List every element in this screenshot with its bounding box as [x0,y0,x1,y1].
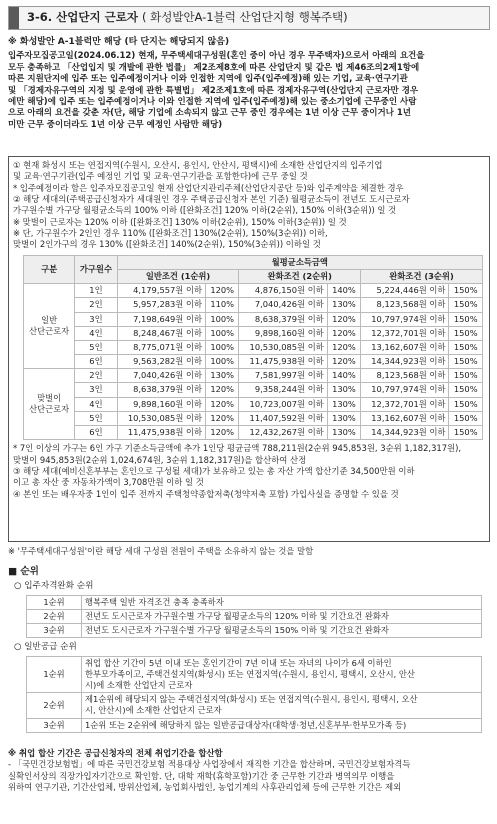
bottom-notes [8,748,490,793]
percent-cell: 150% [449,298,483,312]
intro-paragraph [8,51,490,131]
header-col2: 완화조건 (2순위) [239,269,361,283]
percent-cell: 100% [206,340,239,354]
percent-cell: 130% [327,397,360,411]
income-row [24,411,483,425]
members-cell: 1인 [75,284,117,298]
rank-label: 2순위 [27,693,82,718]
income-row [24,284,483,298]
members-cell: 3인 [75,383,117,397]
header-col1: 일반조건 (1순위) [117,269,239,283]
amount-cell: 12,372,701원 이하 [361,397,449,411]
amount-cell: 7,198,649원 이하 [117,312,205,326]
rank-row [27,656,482,693]
bottom-line: 위하여 연구기관, 기간산업체, 방위산업체, 농업회사법인, 농업기계의 사후관리업체 등에 근무한 기간은 제외 [8,782,402,793]
req-line: * 입주예정이라 함은 입주자모집공고일 현재 산업단지관리주체(산업단지공단 등)와 입주계약을 체결한 경우 [13,182,404,193]
rank-row [27,623,482,637]
percent-cell: 130% [327,298,360,312]
amount-cell: 10,797,974원 이하 [361,383,449,397]
rank-label: 3순위 [27,623,82,637]
amount-cell: 9,898,160원 이하 [239,326,327,340]
header-members: 가구원수 [75,255,117,283]
income-table [23,255,483,440]
req-line: ※ 단, 가구원수가 2인인 경우 110% ([완화조건] 130%(2순위), 150%(3순위)) 이하, [13,228,328,239]
requirements-after [13,443,485,500]
percent-cell: 130% [327,383,360,397]
req-after-line: 맞벌이 945,853원(2순위 1,024,674원, 3순위 1,182,317원)을 합산하여 산정 [13,454,307,465]
percent-cell: 150% [449,397,483,411]
req-line: 가구원수별 가구당 월평균소득의 100% 이하 ([완화조건] 120% 이하(2순위), 150% 이하(3순위)) 일 것 [13,205,397,216]
general-rank-table [26,656,482,733]
rank-desc: 1순위 또는 2순위에 해당하지 않는 일반공급대상자(대학생·청년,신혼부부·한부모가족 등) [82,718,482,732]
percent-cell: 120% [206,397,239,411]
members-cell: 6인 [75,355,117,369]
rank-row [27,718,482,732]
percent-cell: 120% [327,312,360,326]
amount-cell: 5,224,446원 이하 [361,284,449,298]
amount-cell: 14,344,923원 이하 [361,426,449,440]
req-line: 맞벌이 2인가구의 경우 130% ([완화조건] 140%(2순위), 150%(3순위)) 이하일 것 [13,239,321,250]
rank-label: 1순위 [27,656,82,693]
bottom-line: 실확인서상의 직장가입자기간으로 확인함. 단, 대학 재학(휴학포함)기간 중 근무한 기간과 병역의무 이행을 [8,770,395,781]
rank-label: 2순위 [27,609,82,623]
amount-cell: 12,372,701원 이하 [361,326,449,340]
rank-label: 1순위 [27,595,82,609]
percent-cell: 150% [449,411,483,425]
amount-cell: 5,957,283원 이하 [117,298,205,312]
income-row [24,383,483,397]
bottom-line: - 「국민건강보험법」에 따른 국민건강보험 적용대상 사업장에서 재직한 기간을 합산하며, 국민건강보험자격득 [8,759,411,770]
percent-cell: 150% [449,312,483,326]
members-cell: 4인 [75,326,117,340]
intro-line: 모두 충족하고 「산업입지 및 개발에 관한 법률」 제2조제8호에 따른 산업단지 및 같은 법 제46조의2제1항에 [8,62,420,73]
amount-cell: 7,040,426원 이하 [239,298,327,312]
income-row [24,312,483,326]
amount-cell: 8,123,568원 이하 [361,369,449,383]
members-cell: 5인 [75,340,117,354]
req-line: ① 현재 화성시 또는 연접지역(수원시, 오산시, 용인시, 안산시, 평택시)에 소재한 산업단지의 입주기업 [13,160,383,170]
rank-desc: 행복주택 일반 자격조건 충족 충족하자 [82,595,482,609]
amount-cell: 13,162,607원 이하 [361,340,449,354]
percent-cell: 120% [327,326,360,340]
percent-cell: 120% [327,355,360,369]
requirements-box [8,156,490,542]
amount-cell: 8,638,379원 이하 [239,312,327,326]
percent-cell: 150% [449,326,483,340]
amount-cell: 10,530,085원 이하 [239,340,327,354]
amount-cell: 7,040,426원 이하 [117,369,205,383]
income-row [24,426,483,440]
percent-cell: 120% [206,426,239,440]
percent-cell: 120% [206,383,239,397]
amount-cell: 9,898,160원 이하 [117,397,205,411]
rank-desc: 제1순위에 해당되지 않는 주택건설지역(화성시) 또는 연접지역(수원시, 용인시, 평택시, 오산 시, 안산시)에 소재한 산업단지 근로자 [82,693,482,718]
req-line: ② 해당 세대의(주택공급신청자가 세대원인 경우 주택공급신청자 본인 기준) 월평균소득이 전년도 도시근로자 [13,194,410,205]
amount-cell: 14,344,923원 이하 [361,355,449,369]
members-cell: 4인 [75,397,117,411]
percent-cell: 130% [327,411,360,425]
section-heading: 산업단지 근로자 [56,10,138,24]
income-row [24,397,483,411]
amount-cell: 8,123,568원 이하 [361,298,449,312]
rank-desc: 취업 합산 기간이 5년 이내 또는 혼인기간이 7년 이내 또는 자녀의 나이가 6세 이하인 한부모가족이고, 주택건설지역(화성시) 또는 연접지역(수원시, 용인시, 평택시, 오산시, 안산 시)에 소재한 산업단지 근로자 [82,656,482,693]
title-accent [9,7,19,29]
percent-cell: 150% [449,426,483,440]
amount-cell: 9,358,244원 이하 [239,383,327,397]
rank-row [27,595,482,609]
section-title-bar [8,6,490,30]
members-cell: 2인 [75,298,117,312]
intro-line: 으로 아래의 요건을 갖춘 자(단, 해당 기업에 소속되지 않고 근무 중인 경우에는 1년 이상 근무 중이거나 1년 [8,108,411,119]
income-row [24,369,483,383]
req-after-line: ④ 본인 또는 배우자중 1인이 입주 전까지 주택청약종합저축(청약저축 포함) 가입사실을 증명할 수 있을 것 [13,488,399,499]
percent-cell: 140% [327,284,360,298]
income-row [24,355,483,369]
intro [8,36,490,131]
percent-cell: 100% [206,312,239,326]
intro-line: 에만 해당)에 입주 또는 입주예정이거나 이와 인접한 지역에 입주(입주예정)해 있는 중소기업에 근무중인 사람 [8,97,417,108]
income-row [24,326,483,340]
amount-cell: 11,407,592원 이하 [239,411,327,425]
group-label: 맞벌이 산단근로자 [24,369,75,440]
amount-cell: 8,248,467원 이하 [117,326,205,340]
amount-cell: 11,475,938원 이하 [117,426,205,440]
income-row [24,298,483,312]
percent-cell: 130% [206,369,239,383]
members-cell: 5인 [75,411,117,425]
percent-cell: 150% [449,355,483,369]
amount-cell: 8,775,071원 이하 [117,340,205,354]
section-title [19,7,356,29]
rank-desc: 전년도 도시근로자 가구원수별 가구당 월평균소득의 120% 이하 및 기간요건 완화자 [82,609,482,623]
header-col3: 완화조건 (3순위) [361,269,483,283]
percent-cell: 150% [449,383,483,397]
rank-title: ■ 순위 [8,566,39,577]
percent-cell: 120% [206,411,239,425]
amount-cell: 10,723,007원 이하 [239,397,327,411]
rank-desc: 전년도 도시근로자 가구원수별 가구당 월평균소득의 150% 이하 및 기간요건 완화자 [82,623,482,637]
amount-cell: 12,432,267원 이하 [239,426,327,440]
req-line: 및 교육·연구기관(입주 예정인 기업 및 교육·연구기관을 포함한다)에 근무 중일 것 [13,171,308,182]
bottom-line: ※ 취업 합산 기간은 공급신청자의 전체 취업기간을 합산함 [8,748,223,758]
group-label: 일반 산단근로자 [24,284,75,369]
intro-note: ※ 화성발안 A-1블럭만 해당 (타 단지는 해당되지 않음) [8,37,230,47]
easy-rank-table [26,595,482,639]
req-line: ※ 맞벌이 근로자는 120% 이하 ([완화조건] 130% 이하(2순위), 150% 이하(3순위)) 일 것 [13,216,347,227]
amount-cell: 11,475,938원 이하 [239,355,327,369]
amount-cell: 4,876,150원 이하 [239,284,327,298]
amount-cell: 10,797,974원 이하 [361,312,449,326]
members-cell: 2인 [75,369,117,383]
rank-row [27,693,482,718]
intro-line: 입주자모집공고일(2024.06.12) 현재, 무주택세대구성원(혼인 중이 아닌 경우 무주택자)으로서 아래의 요건을 [8,51,425,62]
rank-section [8,566,490,733]
rank-label: 3순위 [27,718,82,732]
amount-cell: 8,638,379원 이하 [117,383,205,397]
amount-cell: 7,581,997원 이하 [239,369,327,383]
req-after-line: 이고 총 자산 중 자동차가액이 3,708만원 이하 일 것 [13,477,204,488]
members-cell: 3인 [75,312,117,326]
amount-cell: 10,530,085원 이하 [117,411,205,425]
amount-cell: 13,162,607원 이하 [361,411,449,425]
intro-line: 따른 지원단지에 입주 또는 입주예정이거나 이와 인접한 지역에 입주(입주예정)해 있는 기업, 교육·연구기관 [8,74,408,85]
req-after-line: ③ 해당 세대(예비신혼부부는 혼인으로 구성될 세대)가 보유하고 있는 총 자산 가액 합산기준 34,500만원 이하 [13,465,415,476]
percent-cell: 100% [206,355,239,369]
intro-line: 및 「경제자유구역의 지정 및 운영에 관한 특별법」 제2조제1호에 따른 경제자유구역(산업단지 근로자만 경우 [8,85,419,96]
percent-cell: 150% [449,369,483,383]
percent-cell: 120% [206,284,239,298]
footnote: ※ '무주택세대구성원'이란 해당 세대 구성원 전원이 주택을 소유하지 않는 것을 말함 [8,546,314,556]
header-income: 월평균소득금액 [117,255,482,269]
intro-line: 미만 근무 중이더라도 1년 이상 근무 예정인 사람만 해당) [8,119,223,130]
members-cell: 6인 [75,426,117,440]
percent-cell: 130% [327,426,360,440]
easy-rank-title: ○ 입주자격완화 순위 [14,580,94,591]
section-number: 3-6. [27,10,53,24]
amount-cell: 4,179,557원 이하 [117,284,205,298]
general-rank-title: ○ 일반공급 순위 [14,642,77,653]
percent-cell: 100% [206,326,239,340]
requirements-text [13,160,485,251]
percent-cell: 150% [449,284,483,298]
req-after-line: * 7인 이상의 가구는 6인 가구 기준소득금액에 추가 1인당 평균금액 788,211원(2순위 945,853원, 3순위 1,182,317원), [13,443,462,454]
rank-row [27,609,482,623]
percent-cell: 120% [327,340,360,354]
header-type: 구분 [24,255,75,283]
amount-cell: 9,563,282원 이하 [117,355,205,369]
percent-cell: 150% [449,340,483,354]
section-subtitle: ( 화성발안A-1블럭 산업단지형 행복주택) [141,10,348,24]
income-row [24,340,483,354]
percent-cell: 140% [327,369,360,383]
percent-cell: 110% [206,298,239,312]
